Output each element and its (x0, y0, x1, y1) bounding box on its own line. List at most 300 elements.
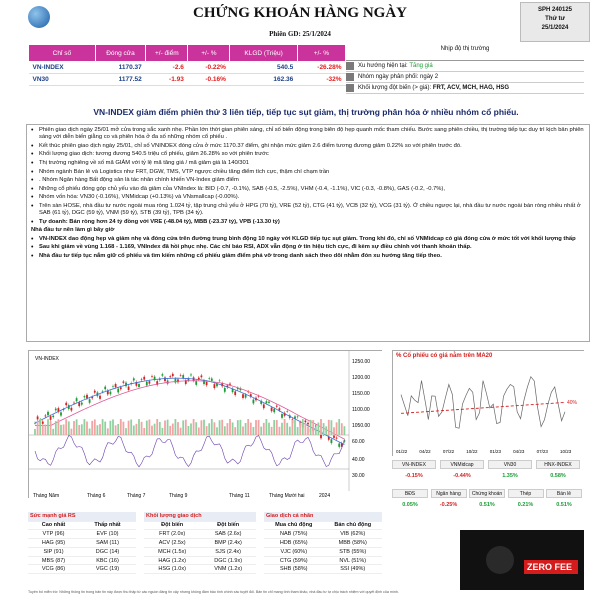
volume-bar (55, 421, 57, 435)
cell: DGC (14) (79, 547, 136, 556)
volume-bar (102, 419, 104, 435)
index-name: VN30 (29, 74, 96, 86)
x-tick: 01/23 (489, 449, 501, 454)
volume-bar (159, 422, 161, 435)
candle-body (110, 392, 112, 395)
candle-body (201, 375, 203, 377)
volume-bar (151, 426, 153, 435)
bullet-icon: • (31, 127, 34, 134)
candle-body (172, 374, 174, 376)
sector-tile (488, 460, 532, 486)
cell: HAG (95) (28, 539, 79, 548)
volume-bar (255, 420, 257, 435)
volume-bar (65, 419, 67, 435)
candle-body (182, 375, 184, 378)
index-volume: 162.36 (230, 74, 297, 86)
table-row (29, 62, 346, 74)
candle-body (76, 398, 78, 401)
index-name: VN-INDEX (29, 62, 96, 74)
x-tick: 07/22 (442, 449, 455, 454)
table-row (264, 565, 382, 574)
candle-body (198, 378, 200, 379)
bullet-icon: • (31, 177, 34, 185)
volume-bar (208, 423, 210, 435)
list-item (31, 143, 585, 150)
volume-bar (58, 419, 60, 435)
x-tick: 10/23 (560, 449, 572, 454)
volume-bar (52, 429, 54, 435)
rhythm-label: Khối lượng đột biến (> giá): (358, 84, 432, 91)
cell: VNM (1.2x) (200, 565, 256, 574)
candle-body (52, 416, 54, 417)
volume-bar (63, 424, 65, 435)
table-row (144, 565, 256, 574)
candle-body (60, 412, 62, 415)
volume-bar (123, 422, 125, 435)
list-item (31, 160, 585, 167)
table-row (29, 74, 346, 86)
candle-body (307, 423, 309, 425)
sector-tile-label: VN30 (488, 460, 532, 469)
index-chg-pct: -0.22% (188, 62, 230, 74)
sector-tile-label: Thép (508, 489, 544, 498)
col-volume: KLGD (Triệu) (230, 45, 297, 62)
volume-bar (203, 420, 205, 435)
volume-bar (175, 419, 177, 435)
table-row (28, 556, 136, 565)
volume-bar (312, 420, 314, 435)
bullet-text: Tự doanh: Bán ròng hơn 24 tỷ đồng với VRE (-48.04 tỷ), MBB (-23.37 tỷ), VPB (-13.30 tỷ) (39, 218, 280, 225)
sector-tile-label: Chứng khoán (469, 489, 505, 498)
volume-bar (284, 419, 286, 435)
table-row (264, 556, 382, 565)
bullet-icon: • (31, 218, 34, 226)
volume-bar (45, 425, 47, 435)
volume-bar (307, 427, 309, 435)
candle-body (128, 387, 130, 390)
volume-bar (50, 421, 52, 435)
promo-banner[interactable] (460, 530, 584, 590)
candle-body (50, 416, 52, 420)
volume-bar (221, 420, 223, 435)
candle-body (208, 378, 210, 379)
volume-bar (341, 423, 343, 435)
volume-bar (271, 427, 273, 435)
rs-table (28, 512, 136, 574)
y-tick: 1200.00 (352, 375, 371, 381)
volume-bar (60, 425, 62, 435)
table-row (144, 539, 256, 548)
candle-body (104, 387, 106, 390)
candle-body (271, 408, 273, 412)
col-header: Thấp nhất (79, 521, 136, 530)
volume-bar (224, 426, 226, 435)
sector-tiles (392, 460, 584, 518)
x-tick: 01/22 (396, 449, 408, 454)
rhythm-label: Xu hướng hiện tại: (358, 62, 408, 69)
volume-bar (201, 420, 203, 435)
volume-bar (162, 428, 164, 435)
volume-bar (133, 426, 135, 435)
candle-body (37, 416, 39, 419)
square-bullet-icon (346, 84, 354, 92)
sector-tile-label: HNX-INDEX (536, 460, 580, 469)
sector-tile-value: -0.44% (453, 473, 471, 479)
volume-bar (320, 419, 322, 435)
cell: BMP (2.4x) (200, 539, 256, 548)
volume-bar (154, 424, 156, 435)
candle-body (169, 376, 171, 377)
volume-bar (211, 419, 213, 435)
candle-body (229, 384, 231, 385)
bullet-icon: • (31, 252, 34, 260)
volume-bar (258, 420, 260, 435)
volume-bar (250, 423, 252, 435)
volume-bar (294, 420, 296, 435)
cell: EVF (10) (79, 530, 136, 539)
volume-bar (268, 423, 270, 435)
candle-body (45, 416, 47, 417)
cell: SJS (2.4x) (200, 547, 256, 556)
index-chg-pts: -2.6 (146, 62, 188, 74)
volume-bar (336, 422, 338, 435)
x-tick: 07/23 (536, 449, 548, 454)
advice-text: VN-INDEX dao động hẹp và giảm nhẹ và đóng cửa trên đường trung bình động 10 ngày với KLGD tiếp tục sụt giảm. Trong khi đó, chỉ số VNMidcap có giá đóng cửa ở mức tốt với khối lượng thấp (39, 235, 576, 242)
vnindex-chart (28, 350, 382, 498)
volume-bar (138, 419, 140, 435)
table-row (144, 547, 256, 556)
cell: SSI (49%) (323, 565, 382, 574)
candle-body (55, 409, 57, 411)
volume-bar (164, 420, 166, 435)
y-tick: 40.00 (352, 457, 365, 463)
candle-body (143, 377, 145, 380)
col-header: Đột biến (200, 521, 256, 530)
volume-bar (143, 428, 145, 435)
list-item (31, 127, 585, 141)
square-bullet-icon (346, 73, 354, 81)
sector-tile (431, 489, 467, 515)
volume-bar (94, 419, 96, 435)
cell: HDB (65%) (264, 539, 323, 548)
index-volume: 540.5 (230, 62, 297, 74)
volume-bar (195, 422, 197, 435)
cell: FRT (2.0x) (144, 530, 200, 539)
cell: KBC (16) (79, 556, 136, 565)
volume-bar (328, 420, 330, 435)
cell: MBB (58%) (323, 539, 382, 548)
col-vol-chg: +/- % (297, 45, 345, 62)
volume-bar (39, 419, 41, 435)
volume-bar (73, 421, 75, 435)
volume-bar (76, 419, 78, 435)
y-tick: 1100.00 (352, 407, 370, 413)
volume-bar (193, 419, 195, 435)
cell: MBS (87) (28, 556, 79, 565)
sector-tile-label: Bán lẻ (546, 489, 582, 498)
volume-bar (281, 423, 283, 435)
rhythm-row (346, 72, 584, 83)
sector-tile-label: VN-INDEX (392, 460, 436, 469)
bullet-icon: • (31, 244, 34, 252)
bullet-text: Những cổ phiếu đóng góp chủ yếu vào đà giảm của VNIndex là: BID (-0.7, -0.1%), SAB (-0.5, -2.5%), VHM (-0.4, -1.1%), VIC (-0.3, -0.8%), GAS (-0.2, -0.7%), (39, 185, 445, 192)
bullet-icon: • (31, 202, 34, 210)
x-tick: Tháng 6 (87, 493, 106, 499)
cell: ACV (2.5x) (144, 539, 200, 548)
advice-text: Sau khi giảm về vùng 1.168 - 1.169, VNIndex đã hồi phục nhẹ. Các chỉ báo RSI, ADX vẫn động ở tín hiệu tích cực, đi kèm sự điều chỉnh với thanh khoản thấp. (39, 244, 472, 251)
cell: VJC (60%) (264, 547, 323, 556)
page-title: CHỨNG KHOÁN HÀNG NGÀY (192, 5, 408, 21)
volume-bar (198, 427, 200, 435)
bullet-text: Nhóm ngành Bán lẻ và Logistics như FRT, DGW, TMS, VTP ngược chiều tăng điểm tích cực, thậm chí chạm trần (39, 168, 330, 175)
x-tick: 04/23 (513, 449, 525, 454)
cell: HSG (1.0x) (144, 565, 200, 574)
candle-body (234, 391, 236, 395)
index-close: 1170.37 (95, 62, 146, 74)
volume-bar (318, 422, 320, 435)
volume-bar (34, 429, 36, 435)
list-item (31, 244, 585, 251)
volume-bar (237, 420, 239, 435)
bullet-icon: • (31, 142, 34, 150)
candle-body (315, 426, 317, 427)
col-index: Chỉ số (29, 45, 96, 62)
individual-trading-table (264, 512, 382, 574)
volume-bar (286, 423, 288, 435)
col-header: Bán chủ động (323, 521, 382, 530)
candle-body (133, 378, 135, 380)
candle-body (42, 422, 44, 424)
volume-bar (81, 424, 83, 435)
volume-bar (141, 422, 143, 435)
volume-bar (115, 425, 117, 435)
promo-graphic (460, 530, 584, 590)
volume-bar (177, 422, 179, 435)
candle-body (190, 374, 192, 375)
index-table-header (29, 45, 346, 62)
rs-table-caption: Sức mạnh giá RS (28, 512, 136, 521)
sector-tile (392, 489, 428, 515)
x-tick: Tháng Mười hai (269, 493, 305, 499)
candle-body (91, 397, 93, 398)
table-row (264, 539, 382, 548)
sector-tile (469, 489, 505, 515)
volume-bar (219, 420, 221, 435)
volume-bar (130, 419, 132, 435)
cell: SHB (58%) (264, 565, 323, 574)
candle-body (273, 409, 275, 412)
volume-bar (91, 421, 93, 435)
cell: VGC (19) (79, 565, 136, 574)
candle-body (214, 384, 216, 388)
list-item (31, 236, 585, 243)
list-item (31, 219, 585, 226)
candle-body (81, 403, 83, 405)
bullet-icon: • (31, 235, 34, 243)
candle-body (297, 417, 299, 418)
x-tick: Tháng 9 (169, 493, 188, 499)
col-close: Đóng cửa (95, 45, 146, 62)
candle-body (305, 421, 307, 423)
candle-body (338, 443, 340, 446)
volume-bar (182, 420, 184, 435)
volume-bar (167, 420, 169, 435)
index-vol-chg: -32% (297, 74, 345, 86)
candle-body (263, 404, 265, 408)
list-item (31, 203, 585, 217)
rhythm-row (346, 83, 584, 94)
volume-bar (97, 425, 99, 435)
cell: HAG (1.2x) (144, 556, 200, 565)
index-vol-chg: -26.28% (297, 62, 345, 74)
sector-tile-label: Ngân hàng (431, 489, 467, 498)
col-header: Cao nhất (28, 521, 79, 530)
volume-bar (214, 422, 216, 435)
sector-tile-value: -0.15% (405, 473, 423, 479)
x-tick: 10/22 (466, 449, 478, 454)
candle-body (86, 395, 88, 398)
volume-bar (263, 423, 265, 435)
candle-body (333, 436, 335, 438)
sector-tile (440, 460, 484, 486)
report-code: SPH 240125 (537, 7, 573, 13)
candle-body (177, 379, 179, 382)
volume-bar (156, 419, 158, 435)
candle-body (180, 375, 182, 376)
volume-bar (344, 426, 346, 435)
market-rhythm-title: Nhịp độ thị trường (346, 44, 584, 61)
volume-bar (234, 427, 236, 435)
table-row (28, 565, 136, 574)
rhythm-value: Tăng giá (409, 62, 433, 69)
candle-body (245, 395, 247, 398)
bullet-text: Phiên giao dịch ngày 25/01 mở cửa trong sắc xanh nhẹ. Phần lớn thời gian phiên sáng, chỉ số biến động trong biên độ hẹp quanh mốc tham chiếu. Bước sang phiên chiều, thị trường tiếp tục duy trì kịch bản phiên sáng với diễn biến giằng co và phiên hóa ở đa số những nhóm cổ phiếu . (39, 127, 584, 141)
candle-body (281, 414, 283, 418)
market-rhythm-panel (346, 44, 584, 94)
bullet-icon: • (31, 168, 34, 176)
rhythm-value: FRT, ACV, MCH, HAG, HSG (432, 84, 510, 91)
volume-bar (104, 422, 106, 435)
investor-section-title: Nhà đầu tư nên làm gì bây giờ (31, 227, 115, 234)
index-chg-pct: -0.16% (188, 74, 230, 86)
volume-bar (120, 419, 122, 435)
col-chg-pts: +/- điểm (146, 45, 188, 62)
volume-bar (247, 419, 249, 435)
rhythm-row (346, 61, 584, 72)
list-item (31, 186, 585, 193)
candle-body (99, 396, 101, 399)
bullet-text: Nhóm vốn hóa: VN30 (-0.16%), VNMidcap (+0.13%) và VNsmallcap (-0.00%). (39, 194, 240, 201)
volume-bar (232, 422, 234, 435)
volume-bar (333, 427, 335, 435)
col-chg-pct: +/- % (188, 45, 230, 62)
sector-tile-label: BĐS (392, 489, 428, 498)
sector-tile (536, 460, 580, 486)
sector-tile-value: 0.51% (479, 502, 495, 508)
sector-tile-value: 0.58% (550, 473, 566, 479)
volume-bar (128, 421, 130, 435)
volume-bar (305, 423, 307, 435)
candle-body (73, 403, 75, 404)
y-tick: 1150.00 (352, 391, 370, 397)
volume-bar (242, 426, 244, 435)
y-tick: 1250.00 (352, 359, 371, 365)
volume-bar (78, 425, 80, 435)
candle-body (123, 382, 125, 383)
sector-tile-value: -0.25% (439, 502, 458, 508)
candle-body (120, 387, 122, 389)
cell: STB (55%) (323, 547, 382, 556)
volume-bar (260, 427, 262, 435)
candle-body (224, 388, 226, 392)
candle-body (164, 377, 166, 381)
volume-bar (216, 427, 218, 435)
candle-body (336, 438, 338, 439)
table-row (144, 530, 256, 539)
volume-bar (188, 426, 190, 435)
report-date: 25/1/2024 (541, 25, 569, 31)
candle-body (65, 403, 67, 405)
bullet-icon: • (31, 185, 34, 193)
volume-bar (110, 421, 112, 435)
volume-bar (315, 427, 317, 435)
list-item (31, 253, 585, 260)
volume-bar (276, 420, 278, 435)
candle-body (219, 380, 221, 381)
candle-body (206, 382, 208, 385)
x-tick: Tháng Năm (33, 493, 60, 499)
candle-body (253, 400, 255, 404)
candle-body (112, 386, 114, 387)
x-tick: Tháng 11 (229, 493, 250, 499)
sector-tile-value: 0.05% (402, 502, 418, 508)
col-header: Đột biến (144, 521, 200, 530)
candle-body (268, 402, 270, 403)
volume-bar (190, 423, 192, 435)
candle-body (146, 382, 148, 386)
volume-bar (279, 427, 281, 435)
commentary-box (26, 124, 590, 342)
cell: VTP (96) (28, 530, 79, 539)
table-row (28, 547, 136, 556)
volume-bar (68, 421, 70, 435)
candle-body (141, 379, 143, 380)
volume-bar (125, 428, 127, 435)
table-row (28, 530, 136, 539)
volume-bar (86, 421, 88, 435)
cell: VIB (62%) (323, 530, 382, 539)
volume-bar (299, 423, 301, 435)
candle-body (47, 412, 49, 415)
cell: NAB (75%) (264, 530, 323, 539)
index-table (28, 44, 346, 86)
volume-bar (117, 424, 119, 435)
sector-tile-value: 0.21% (517, 502, 534, 508)
volume-bar (338, 419, 340, 435)
y-tick: 1050.00 (352, 423, 371, 429)
report-weekday: Thứ tư (545, 16, 565, 22)
sector-tile (546, 489, 582, 515)
list-item (31, 169, 585, 176)
cell: MCH (1.5x) (144, 547, 200, 556)
volume-bar (331, 420, 333, 435)
index-chg-pts: -1.93 (146, 74, 188, 86)
volume-bar (273, 420, 275, 435)
volume-bar (240, 420, 242, 435)
candle-body (84, 396, 86, 397)
candle-body (211, 379, 213, 381)
x-tick: 04/22 (419, 449, 431, 454)
